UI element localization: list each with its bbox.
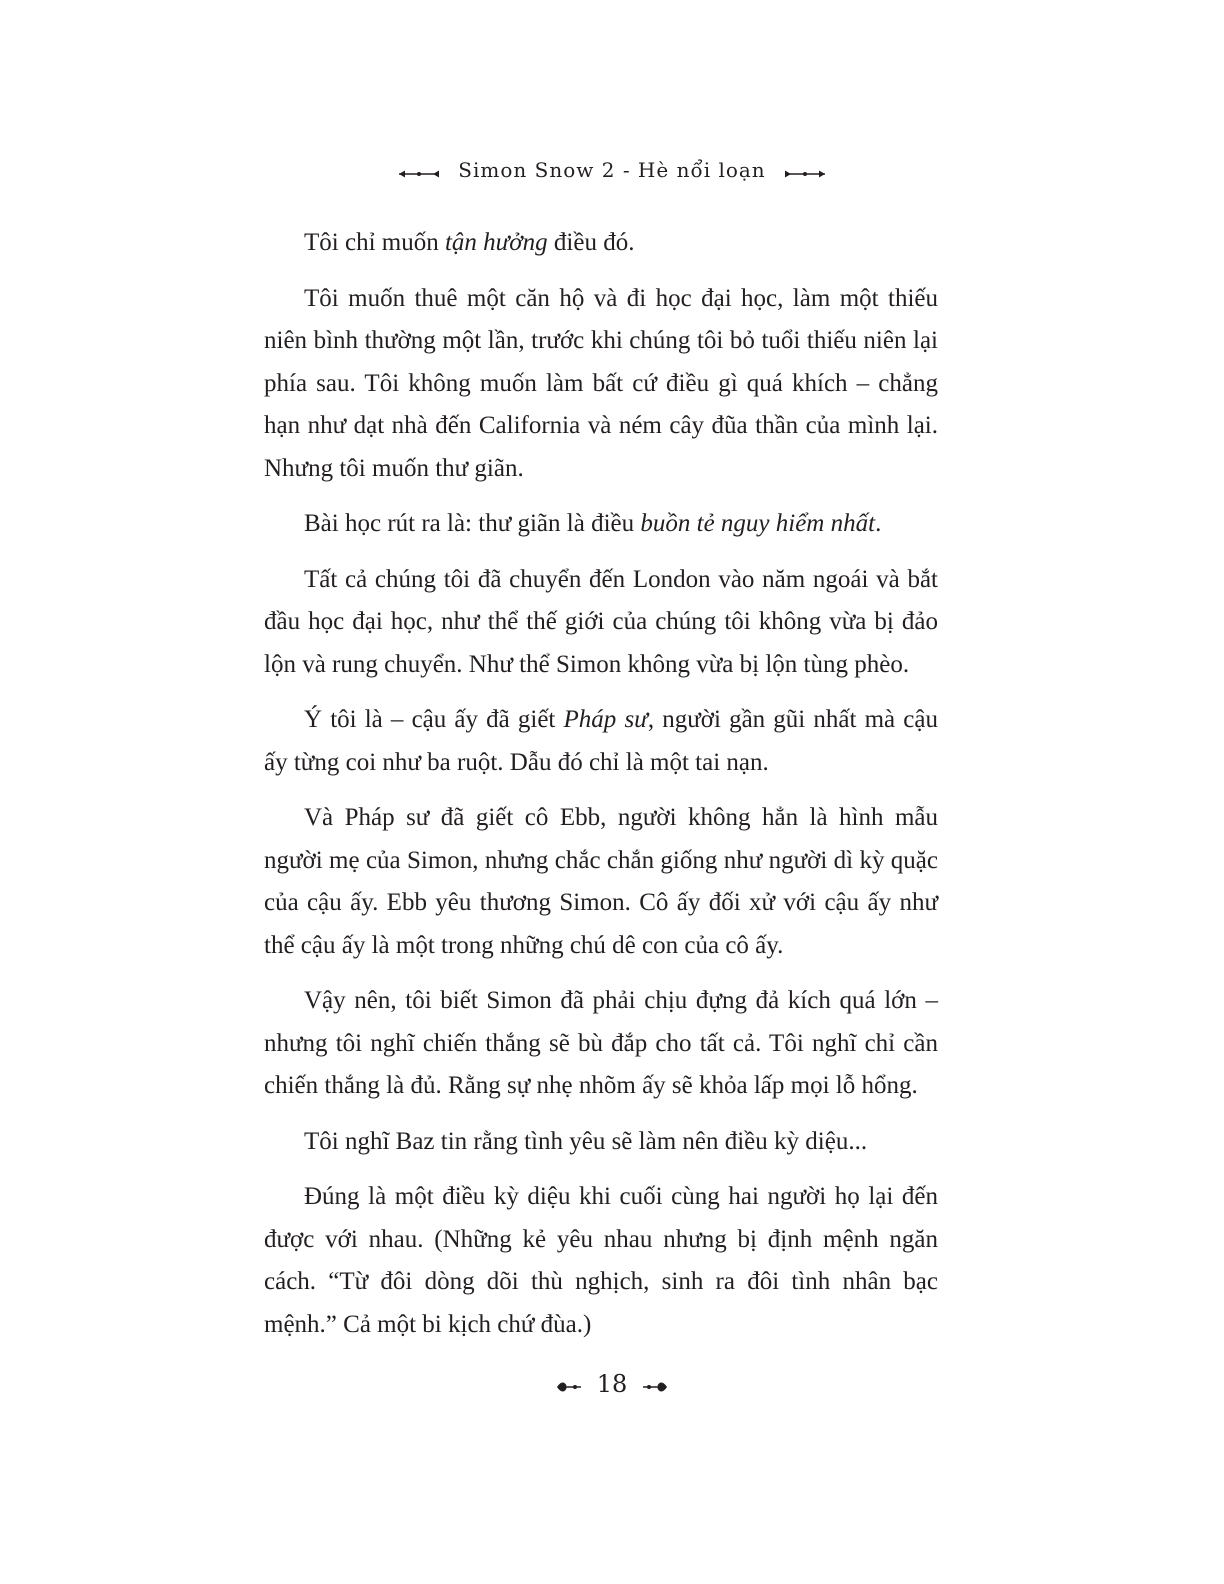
paragraph [264,503,938,546]
italic-text: buồn tẻ nguy hiểm nhất [640,510,876,537]
text-run: Tất cả chúng tôi đã chuyển đến London vào năm ngoái và bắt đầu học đại học, như thể thế giới của chúng tôi không vừa bị đảo lộn và rung chuyển. Như thể Simon không vừa bị lộn tùng phèo. [264,565,938,678]
paragraph [264,559,938,687]
paragraph [264,1176,938,1346]
text-run: . [875,510,882,537]
right-fleuron-icon [641,1372,669,1400]
body-text [264,222,938,1359]
paragraph [264,797,938,967]
text-run: Và Pháp sư đã giết cô Ebb, người không hẳn là hình mẫu người mẹ của Simon, nhưng chắc chắn giống như người dì kỳ quặc của cậu ấy. Ebb yêu thương Simon. Cô ấy đối xử với cậu ấy như thể cậu ấy là một trong những chú dê con của cô ấy. [264,804,938,959]
paragraph [264,222,938,265]
paragraph [264,278,938,491]
left-arrow-ornament-icon [397,160,441,184]
running-head [0,158,1224,184]
italic-text: tận hưởng [444,229,548,256]
paragraph [264,699,938,784]
text-run: Ý tôi là – cậu ấy đã giết [304,706,564,733]
text-run: Đúng là một điều kỳ diệu khi cuối cùng hai người họ lại đến được với nhau. (Những kẻ yêu nhau nhưng bị định mệnh ngăn cách. “Từ đôi dòng dõi thù nghịch, sinh ra đôi tình nhân bạc mệnh.” Cả một bi kịch chứ đùa.) [264,1183,938,1338]
right-arrow-ornament-icon [783,160,827,184]
text-run: Tôi muốn thuê một căn hộ và đi học đại học, làm một thiếu niên bình thường một lần, trước khi chúng tôi bỏ tuổi thiếu niên lại phía sau. Tôi không muốn làm bất cứ điều gì quá khích – chẳng hạn như dạt nhà đến California và ném cây đũa thần của mình lại. Nhưng tôi muốn thư giãn. [264,284,938,482]
text-run: Vậy nên, tôi biết Simon đã phải chịu đựng đả kích quá lớn – nhưng tôi nghĩ chiến thắng sẽ bù đắp cho tất cả. Tôi nghĩ chỉ cần chiến thắng là đủ. Rằng sự nhẹ nhõm ấy sẽ khỏa lấp mọi lỗ hổng. [264,987,938,1099]
text-run: Tôi chỉ muốn [304,229,445,256]
page-footer [0,1370,1224,1400]
running-head-title: Simon Snow 2 - Hè nổi loạn [458,158,766,182]
text-run: , người gần gũi nhất mà cậu ấy từng coi như ba ruột. Dẫu đó chỉ là một tai nạn. [264,706,938,776]
paragraph [264,1121,938,1164]
page-number: 18 [596,1370,628,1398]
italic-text: Pháp sư [563,706,648,733]
text-run: Tôi nghĩ Baz tin rằng tình yêu sẽ làm nên điều kỳ diệu... [304,1127,868,1155]
paragraph [264,980,938,1108]
text-run: điều đó. [547,229,635,256]
text-run: Bài học rút ra là: thư giãn là điều [304,510,641,537]
left-fleuron-icon [555,1372,583,1400]
